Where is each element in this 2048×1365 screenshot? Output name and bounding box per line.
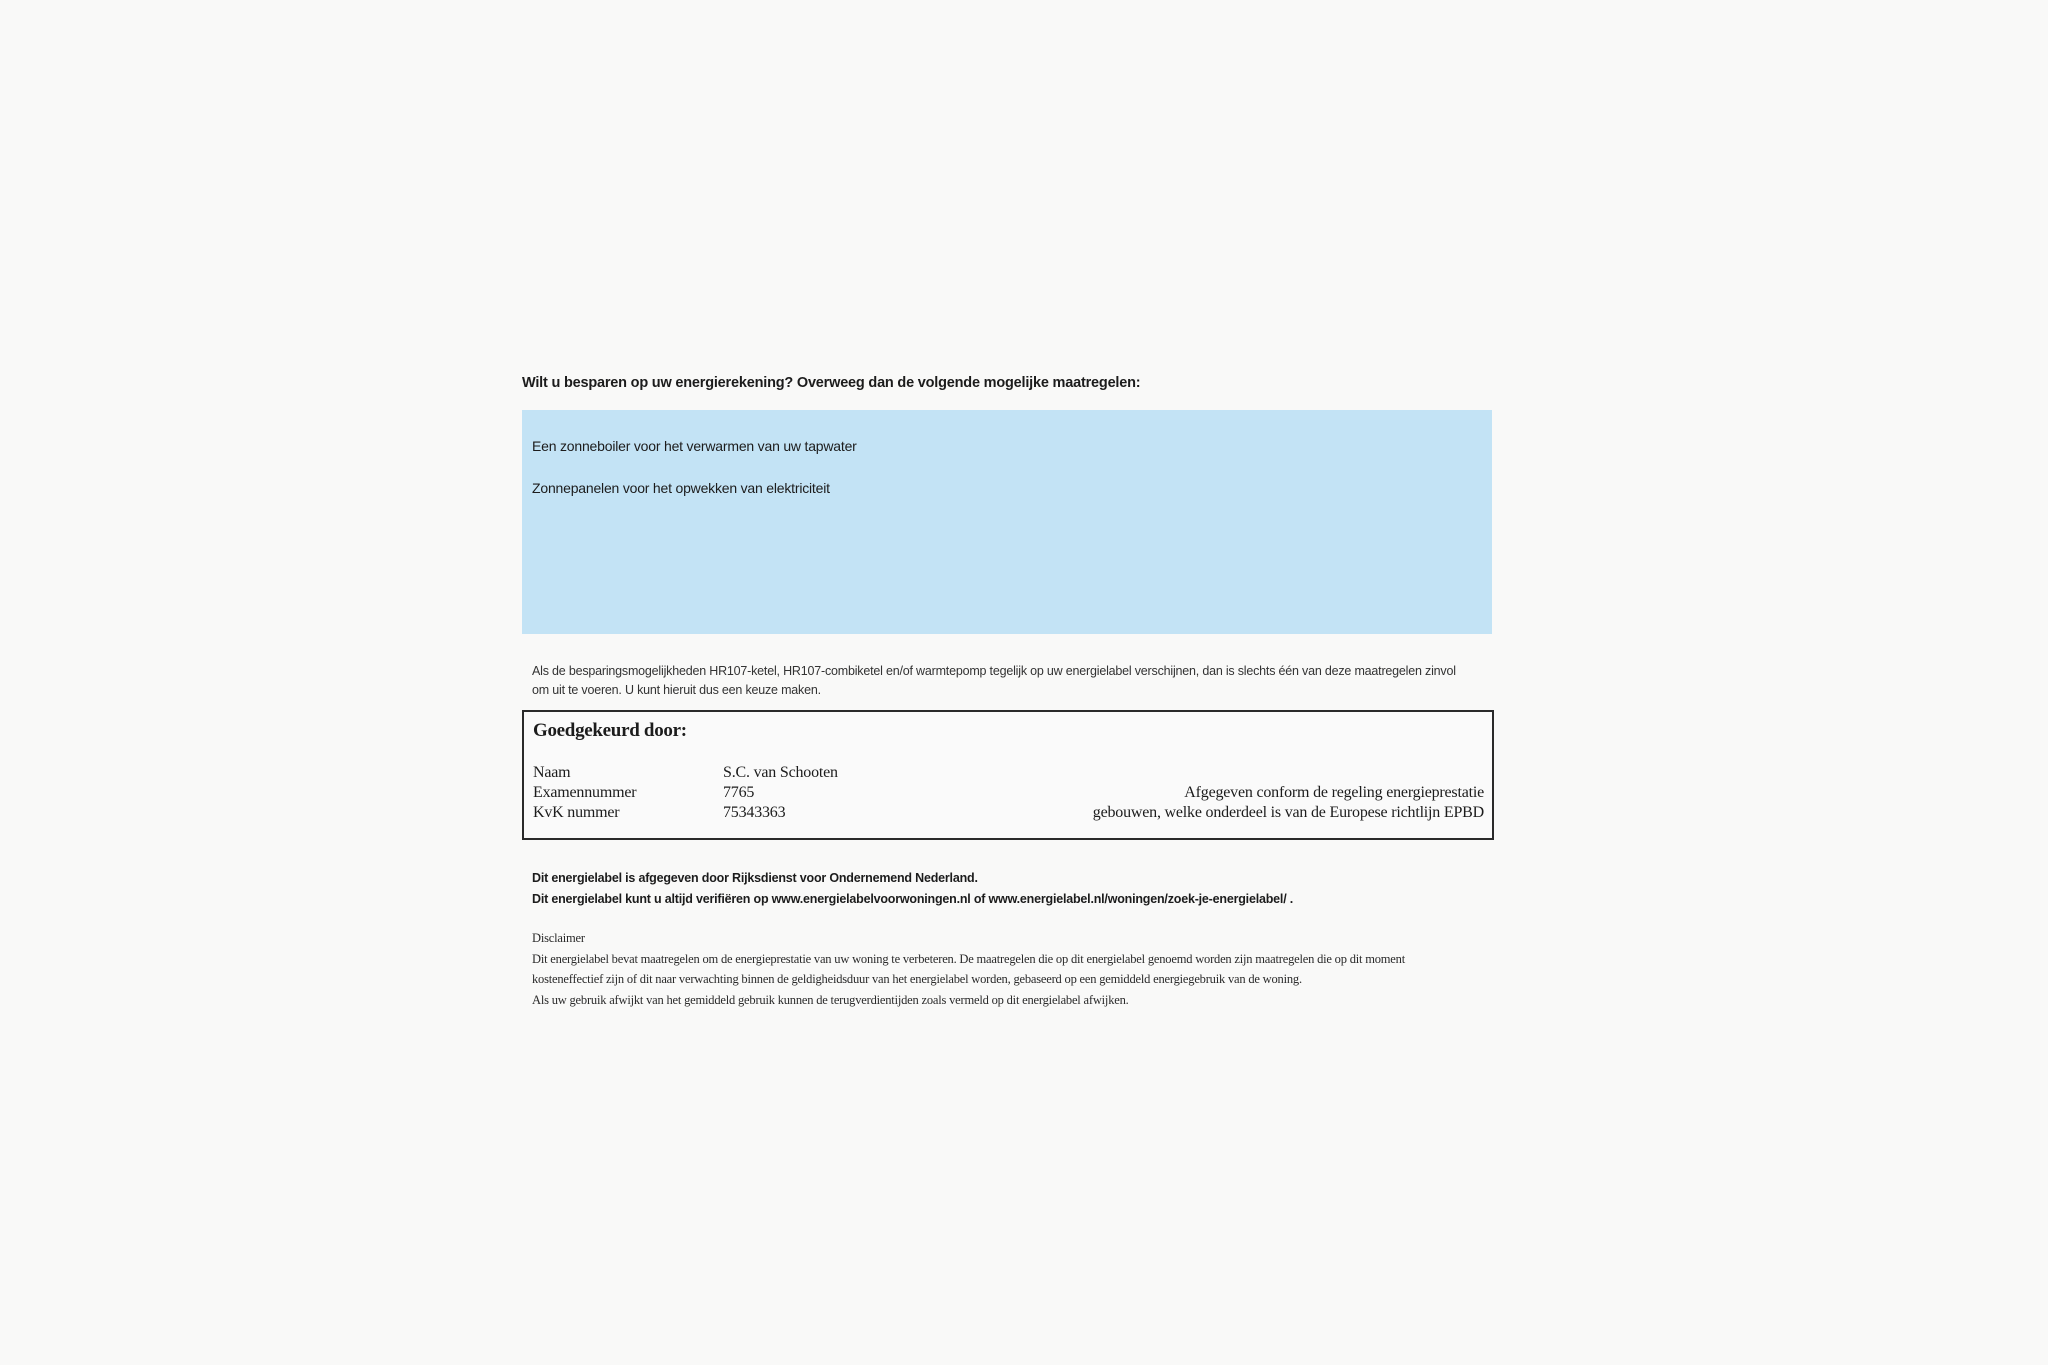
approved-title: Goedgekeurd door: [533, 720, 687, 741]
verify-line: Dit energielabel kunt u altijd verifiëren op www.energielabelvoorwoningen.nl of www.energielabel.nl/woningen/zoek-je-energielabel/ . [532, 892, 1294, 906]
measure-item-solar-boiler: Een zonneboiler voor het verwarmen van uw tapwater [532, 438, 857, 454]
savings-heading: Wilt u besparen op uw energierekening? Overweeg dan de volgende mogelijke maatregelen: [522, 375, 1141, 391]
disclaimer-text-line-2: kosteneffectief zijn of dit naar verwachting binnen de geldigheidsduur van het energielabel worden, gebaseerd op een gemiddeld energiegebruik van de woning. [532, 972, 1302, 986]
disclaimer-text-line-1: Dit energielabel bevat maatregelen om de energieprestatie van uw woning te verbeteren. De maatregelen die op dit energielabel genoemd worden zijn maatregelen die op dit moment [532, 951, 1405, 966]
measures-note: Als de besparingsmogelijkheden HR107-ketel, HR107-combiketel en/of warmtepomp tegelijk op uw energielabel verschijnen, dan is slechts één van deze maatregelen zinvol om uit te voeren. U kunt hieruit dus een keuze maken. [532, 664, 1456, 697]
conform-statement-line-2: gebouwen, welke onderdeel is van de Europese richtlijn EPBD [1092, 804, 1484, 821]
exam-number-label: Examennummer [533, 784, 637, 801]
name-label: Naam [533, 764, 571, 781]
kvk-number-label: KvK nummer [533, 804, 620, 821]
name-value: S.C. van Schooten [723, 764, 838, 781]
measures-panel [522, 410, 1492, 634]
issued-by-section [532, 868, 1293, 910]
disclaimer-title: Disclaimer [532, 931, 585, 945]
exam-number-value: 7765 [723, 784, 755, 801]
conform-statement-line-1: Afgegeven conform de regeling energieprestatie [1184, 784, 1484, 801]
energy-label-page [522, 372, 1494, 1007]
kvk-number-row [533, 804, 785, 822]
exam-number-row [533, 784, 754, 802]
measure-item-solar-panels: Zonnepanelen voor het opwekken van elektriciteit [532, 480, 830, 496]
disclaimer-section [532, 928, 1482, 1010]
approver-name-row [533, 764, 838, 782]
disclaimer-text-line-3: Als uw gebruik afwijkt van het gemiddeld gebruik kunnen de terugverdientijden zoals vermeld op dit energielabel afwijken. [532, 992, 1129, 1007]
approved-by-box [522, 710, 1494, 840]
kvk-number-value: 75343363 [723, 804, 786, 821]
issued-by-line: Dit energielabel is afgegeven door Rijksdienst voor Ondernemend Nederland. [532, 871, 978, 885]
